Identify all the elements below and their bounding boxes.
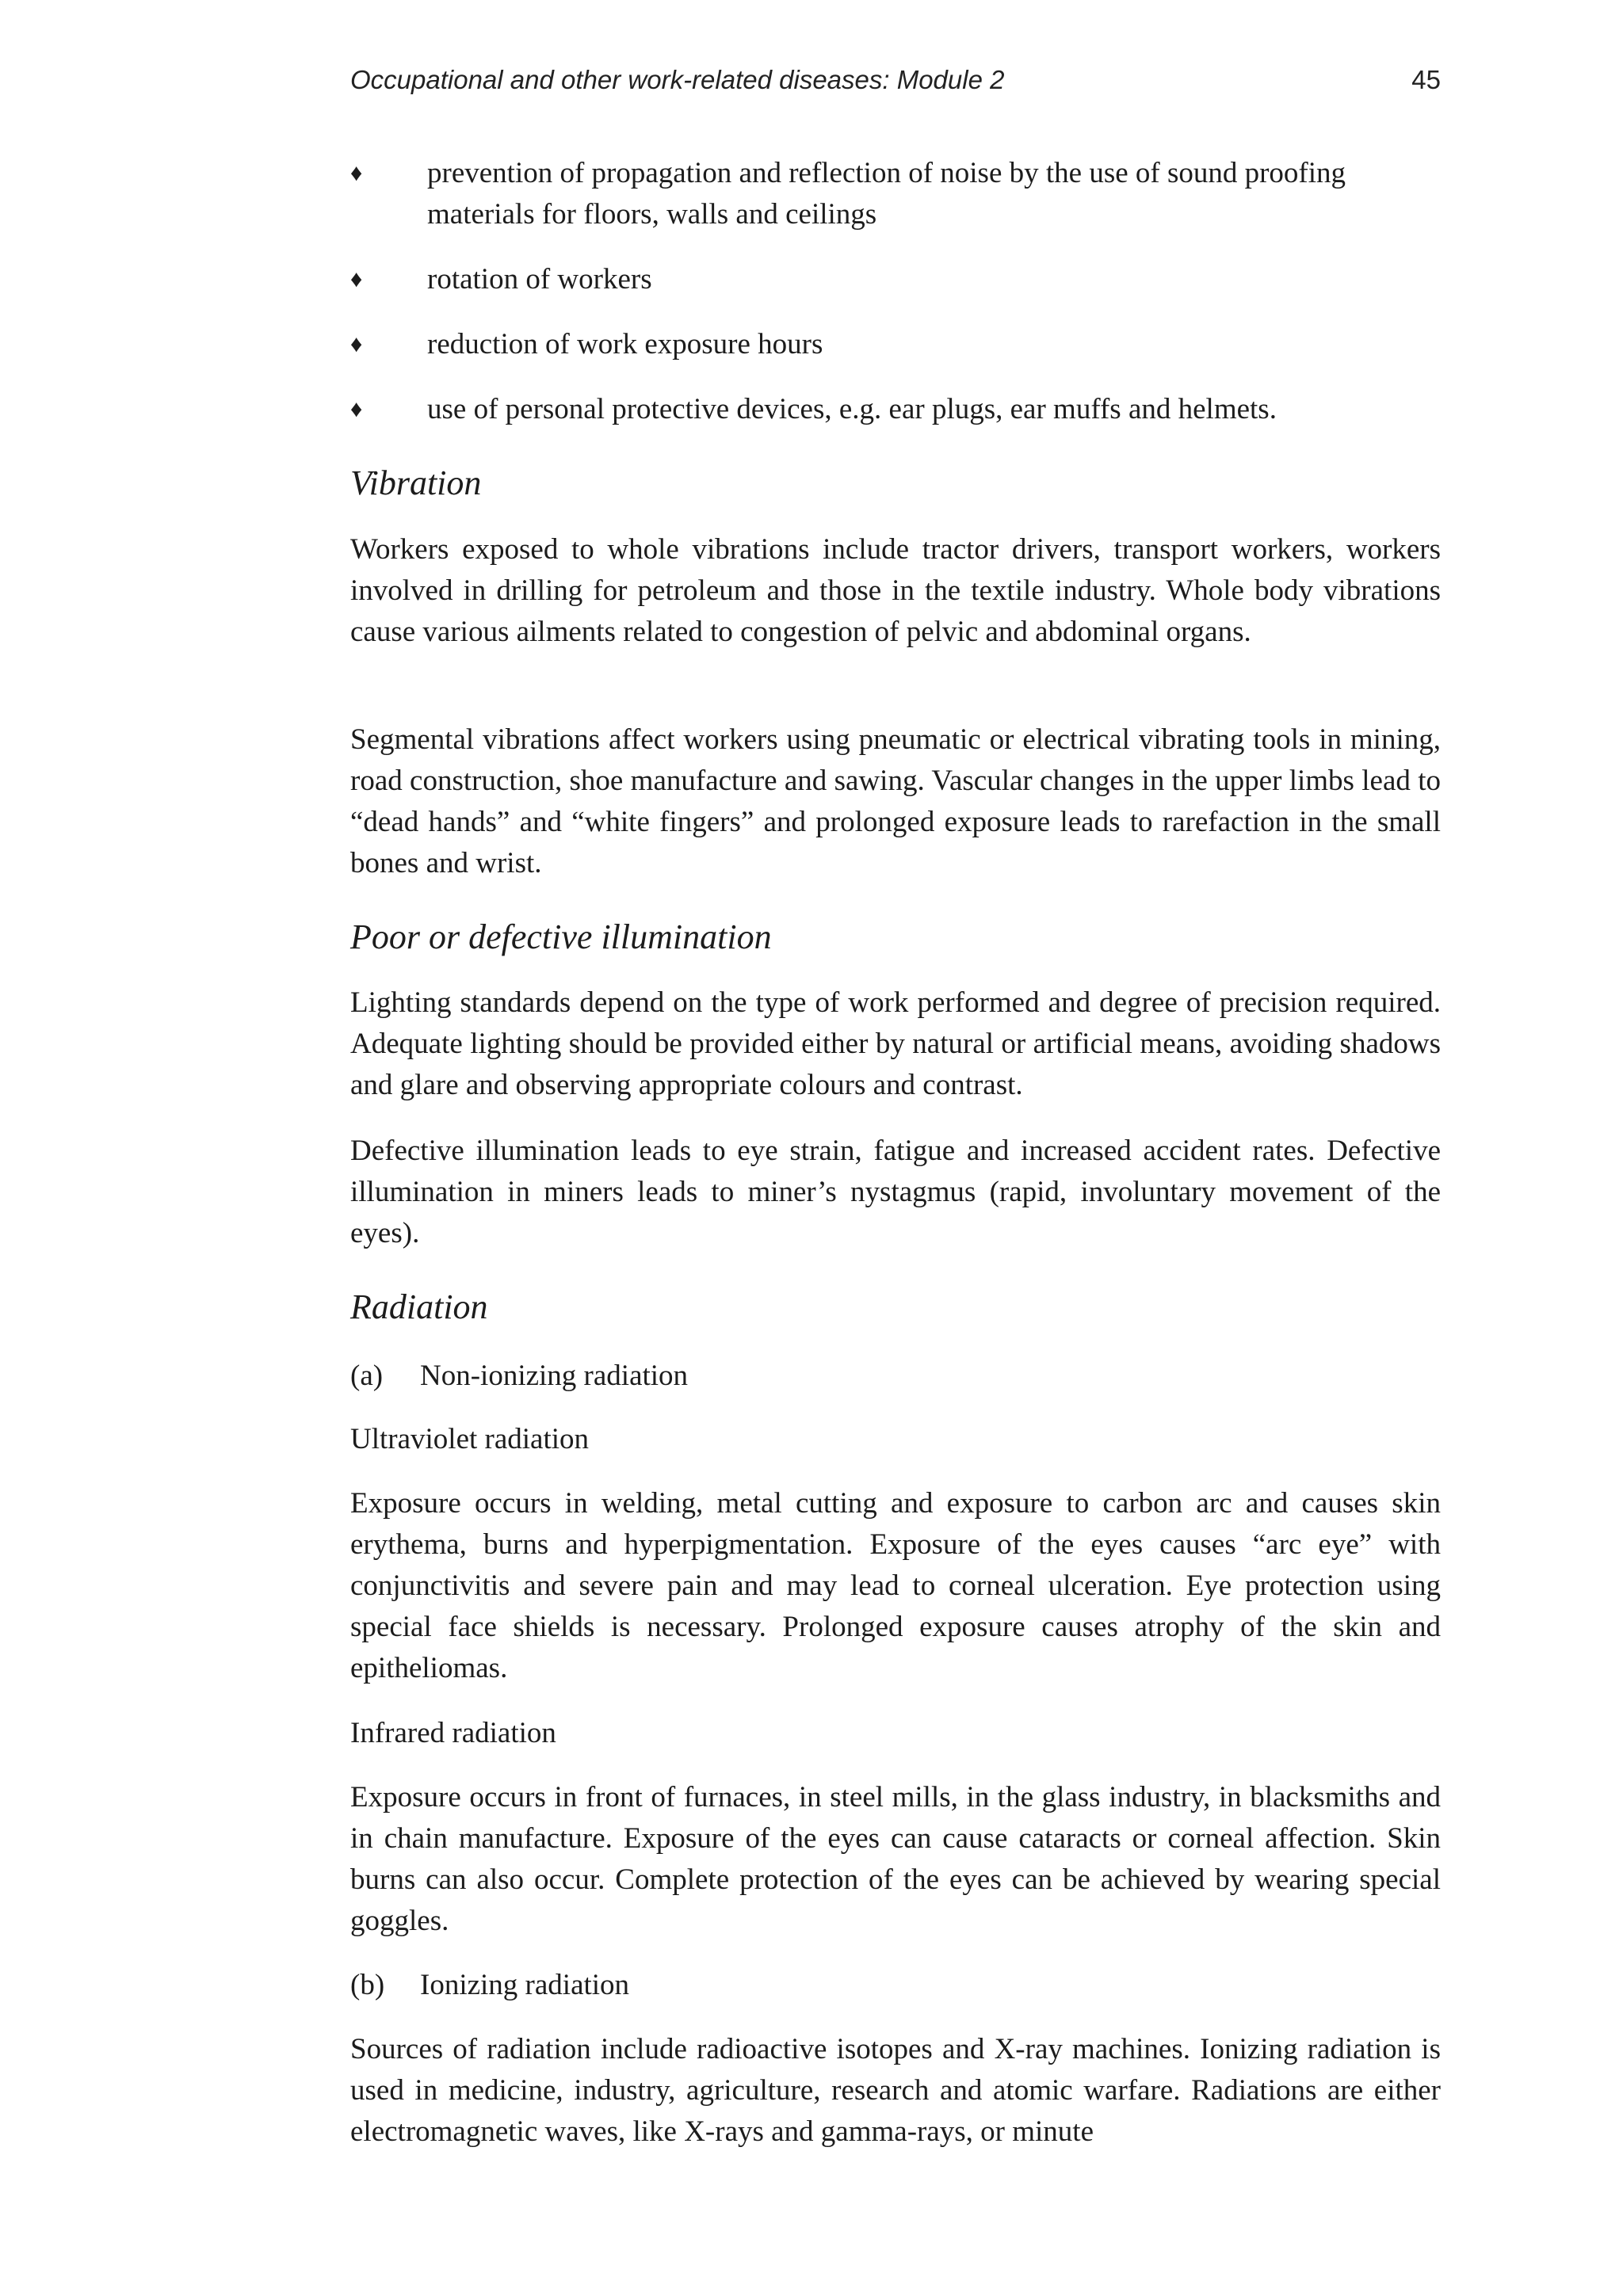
page-number: 45 bbox=[1411, 65, 1441, 94]
list-item-text: reduction of work exposure hours bbox=[427, 328, 823, 360]
list-item bbox=[350, 259, 1441, 300]
illumination-paragraph-1: Lighting standards depend on the type of work performed and degree of precision required. Adequate lighting should be provided either by natural or artificial means, avoiding shadows and glare and observing appropriate colours and contrast. bbox=[350, 986, 1441, 1101]
diamond-bullet-icon: ♦ bbox=[350, 396, 363, 422]
list-item bbox=[350, 324, 1441, 365]
infrared-paragraph: Exposure occurs in front of furnaces, in steel mills, in the glass industry, in blacksmiths and in chain manufacture. Exposure of the eyes can cause cataracts or corneal affection. Skin burns can also occur. Complete protection of the eyes can be achieved by wearing special goggles. bbox=[350, 1781, 1441, 1937]
enum-label-a: (a) bbox=[350, 1360, 384, 1392]
vibration-paragraph-1: Workers exposed to whole vibrations include tractor drivers, transport workers, workers involved in drilling for petroleum and those in the textile industry. Whole body vibrations cause various ailments related to congestion of pelvic and abdominal organs. bbox=[350, 533, 1441, 648]
noise-control-list bbox=[350, 153, 1441, 454]
running-header bbox=[350, 62, 1441, 98]
ultraviolet-paragraph: Exposure occurs in welding, metal cutting and exposure to carbon arc and causes skin erythema, burns and hyperpigmentation. Exposure of the eyes causes “arc eye” with conjunctivitis and severe pain and may lead to corneal ulceration. Eye protection using special face shields is necessary. Prolonged exposure causes atrophy of the skin and epitheliomas. bbox=[350, 1487, 1441, 1684]
ionizing-subheading bbox=[350, 1965, 629, 2006]
list-item-text: prevention of propagation and reflection of noise by the use of sound proofing materials for floors, walls and ceilings bbox=[427, 157, 1346, 231]
enum-text-a: Non-ionizing radiation bbox=[420, 1360, 689, 1392]
vibration-heading: Vibration bbox=[350, 463, 482, 502]
illumination-heading: Poor or defective illumination bbox=[350, 917, 772, 956]
enum-label-b: (b) bbox=[350, 1969, 385, 2001]
ionizing-paragraph: Sources of radiation include radioactive isotopes and X-ray machines. Ionizing radiation is used in medicine, industry, agriculture, research and atomic warfare. Radiations are either electromagnetic waves, like X-rays and gamma-rays, or minute bbox=[350, 2033, 1441, 2148]
illumination-paragraph-2: Defective illumination leads to eye strain, fatigue and increased accident rates. Defective illumination in miners leads to miner’s nystagmus (rapid, involuntary movement of the eyes). bbox=[350, 1135, 1441, 1249]
list-item bbox=[350, 153, 1441, 235]
ultraviolet-label: Ultraviolet radiation bbox=[350, 1423, 590, 1455]
list-item-text: use of personal protective devices, e.g. ear plugs, ear muffs and helmets. bbox=[427, 393, 1277, 425]
infrared-label: Infrared radiation bbox=[350, 1717, 556, 1749]
diamond-bullet-icon: ♦ bbox=[350, 266, 363, 292]
diamond-bullet-icon: ♦ bbox=[350, 331, 363, 357]
non-ionizing-subheading bbox=[350, 1356, 688, 1397]
enum-text-b: Ionizing radiation bbox=[420, 1969, 630, 2001]
list-item bbox=[350, 389, 1441, 430]
list-item-text: rotation of workers bbox=[427, 263, 652, 296]
running-header-title: Occupational and other work-related diseases: Module 2 bbox=[350, 65, 1005, 94]
radiation-heading: Radiation bbox=[350, 1287, 488, 1326]
vibration-paragraph-2: Segmental vibrations affect workers using pneumatic or electrical vibrating tools in mining, road construction, shoe manufacture and sawing. Vascular changes in the upper limbs lead to “dead hands” and “white fingers” and prolonged exposure leads to rarefaction in the small bones and wrist. bbox=[350, 723, 1441, 879]
diamond-bullet-icon: ♦ bbox=[350, 160, 363, 186]
